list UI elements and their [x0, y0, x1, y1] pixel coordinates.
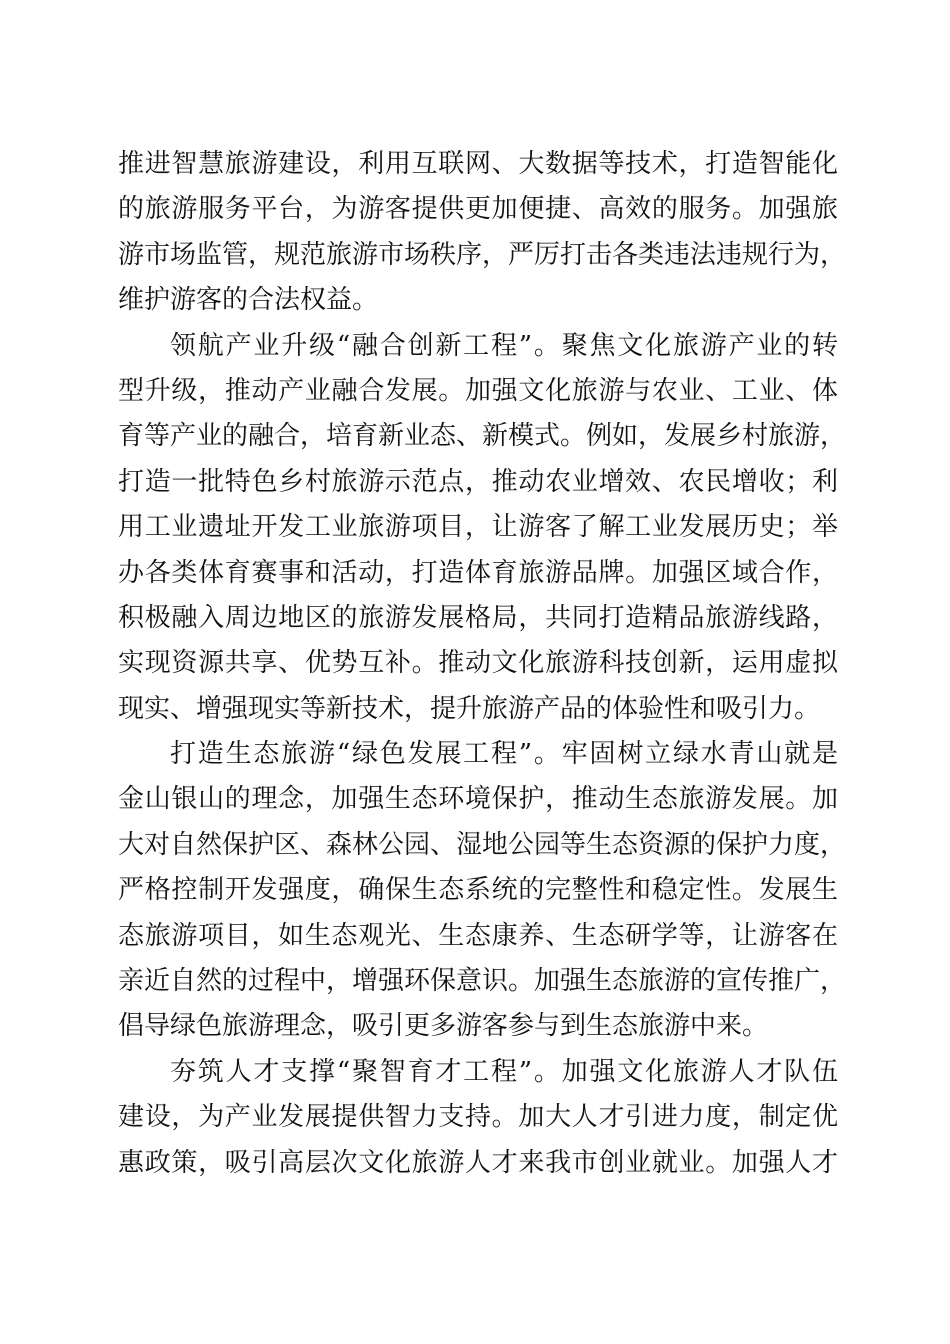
text-line: 游市场监管，规范旅游市场秩序，严厉打击各类违法违规行为，	[118, 239, 847, 270]
text-line: 亲近自然的过程中，增强环保意识。加强生态旅游的宣传推广，	[118, 966, 847, 997]
text-line: 态旅游项目，如生态观光、生态康养、生态研学等，让游客在	[118, 920, 838, 951]
document-body	[118, 142, 847, 1186]
text-line: 金山银山的理念，加强生态环境保护，推动生态旅游发展。加	[118, 784, 838, 815]
text-line: 的旅游服务平台，为游客提供更加便捷、高效的服务。加强旅	[118, 194, 838, 225]
text-line: 积极融入周边地区的旅游发展格局，共同打造精品旅游线路，	[118, 602, 838, 633]
text-line: 办各类体育赛事和活动，打造体育旅游品牌。加强区域合作，	[118, 557, 838, 588]
text-line: 推进智慧旅游建设，利用互联网、大数据等技术，打造智能化	[118, 149, 838, 179]
text-line: 实现资源共享、优势互补。推动文化旅游科技创新，运用虚拟	[118, 648, 838, 679]
text-line: 维护游客的合法权益。	[118, 285, 379, 316]
text-line: 型升级，推动产业融合发展。加强文化旅游与农业、工业、体	[118, 375, 838, 406]
text-line: 打造一批特色乡村旅游示范点，推动农业增效、农民增收；利	[118, 466, 838, 497]
text-line: 夯筑人才支撑“聚智育才工程”。加强文化旅游人才队伍	[170, 1056, 838, 1087]
text-line: 严格控制开发强度，确保生态系统的完整性和稳定性。发展生	[118, 875, 838, 906]
text-line: 现实、增强现实等新技术，提升旅游产品的体验性和吸引力。	[118, 693, 821, 724]
text-line: 打造生态旅游“绿色发展工程”。牢固树立绿水青山就是	[170, 739, 838, 770]
text-line: 惠政策，吸引高层次文化旅游人才来我市创业就业。加强人才	[118, 1147, 838, 1178]
text-line: 倡导绿色旅游理念，吸引更多游客参与到生态旅游中来。	[118, 1011, 769, 1042]
text-line: 育等产业的融合，培育新业态、新模式。例如，发展乡村旅游，	[118, 421, 847, 452]
text-line: 用工业遗址开发工业旅游项目，让游客了解工业发展历史；举	[118, 512, 838, 543]
text-line: 领航产业升级“融合创新工程”。聚焦文化旅游产业的转	[170, 330, 838, 361]
text-line: 建设，为产业发展提供智力支持。加大人才引进力度，制定优	[118, 1102, 838, 1133]
text-line: 大对自然保护区、森林公园、湿地公园等生态资源的保护力度，	[118, 829, 847, 860]
